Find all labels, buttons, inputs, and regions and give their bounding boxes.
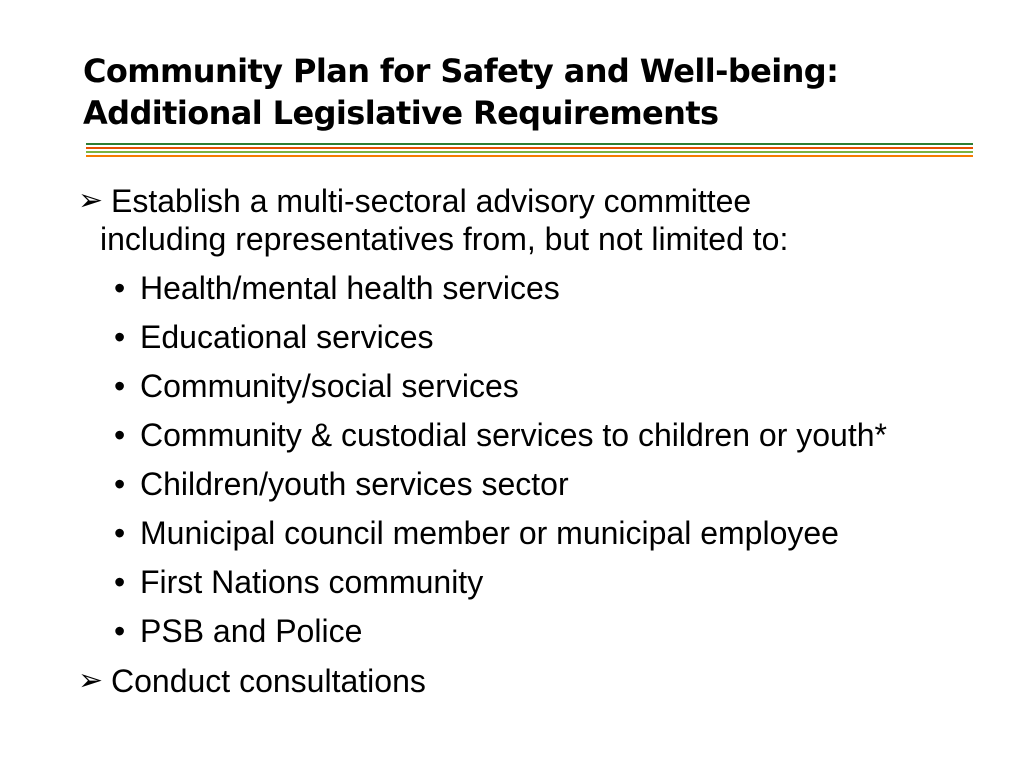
slide-title xyxy=(83,50,983,134)
sub-bullet-text: Community/social services xyxy=(140,368,519,404)
main-bullet-advisory-committee xyxy=(78,182,1018,258)
divider-line-green xyxy=(86,143,973,145)
sub-bullet-text: Health/mental health services xyxy=(140,270,560,306)
sub-bullet-item xyxy=(78,466,1018,503)
bullet-dot-icon: • xyxy=(114,466,126,502)
main-bullet-text: Conduct consultations xyxy=(111,663,426,699)
sub-bullet-item xyxy=(78,564,1018,601)
arrow-bullet-icon: ➢ xyxy=(78,664,104,697)
main-bullet-text-line-1: Establish a multi-sectoral advisory committee xyxy=(111,183,752,219)
slide-title-line-1: Community Plan for Safety and Well-being: xyxy=(83,52,839,90)
sub-bullet-item xyxy=(78,613,1018,650)
bullet-dot-icon: • xyxy=(114,417,126,453)
title-divider xyxy=(86,143,973,157)
sub-bullet-text: Community & custodial services to children or youth* xyxy=(140,417,887,453)
arrow-bullet-icon: ➢ xyxy=(78,184,104,217)
bullet-dot-icon: • xyxy=(114,368,126,404)
sub-bullet-item xyxy=(78,319,1018,356)
slide-body xyxy=(78,182,1018,700)
bullet-dot-icon: • xyxy=(114,515,126,551)
sub-bullet-item xyxy=(78,417,960,454)
sub-bullet-list xyxy=(78,270,1018,650)
sub-bullet-text: Municipal council member or municipal employee xyxy=(140,515,839,551)
sub-bullet-text: Educational services xyxy=(140,319,434,355)
slide-title-line-2: Additional Legislative Requirements xyxy=(83,94,719,132)
sub-bullet-text: First Nations community xyxy=(140,564,484,600)
bullet-dot-icon: • xyxy=(114,270,126,306)
main-bullet-text-line-2: including representatives from, but not limited to: xyxy=(100,221,789,257)
bullet-dot-icon: • xyxy=(114,319,126,355)
sub-bullet-item xyxy=(78,270,1018,307)
bullet-dot-icon: • xyxy=(114,613,126,649)
sub-bullet-text: Children/youth services sector xyxy=(140,466,569,502)
sub-bullet-item xyxy=(78,368,1018,405)
sub-bullet-text: PSB and Police xyxy=(140,613,363,649)
bullet-dot-icon: • xyxy=(114,564,126,600)
divider-line-lightgreen xyxy=(86,151,973,153)
divider-line-amber xyxy=(86,155,973,157)
main-bullet-consultations xyxy=(78,662,1018,700)
divider-line-orange xyxy=(86,147,973,149)
sub-bullet-item xyxy=(78,515,1018,552)
